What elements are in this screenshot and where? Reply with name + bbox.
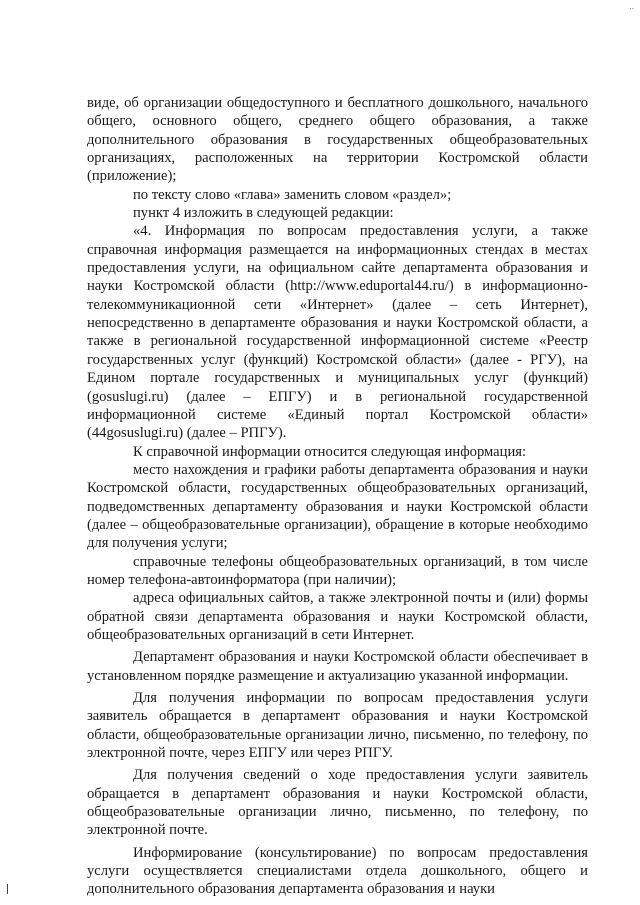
document-body — [87, 94, 588, 899]
paragraph-replace-chapter: по тексту слово «глава» заменить словом «раздел»; — [133, 186, 452, 203]
paragraph-department-provides: Департамент образования и науки Костромской области обеспечивает в установленном порядке размещение и актуализацию указанной информации. — [87, 649, 588, 684]
paragraph-consulting: Информирование (консультирование) по вопросам предоставления услуги осуществляется специалистами отдела дошкольного, общего и дополнительного образования департамента образования и науки — [87, 844, 588, 898]
paragraph-progress-info: Для получения сведений о ходе предоставления услуги заявитель обращается в департамент образования и науки Костромской области, общеобразовательные организации лично, письменно, по телефону, по электронной почте. — [87, 767, 588, 839]
page-corner-mark: .. — [629, 2, 634, 11]
paragraph-phones: справочные телефоны общеобразовательных организаций, в том числе номер телефона-автоинформатора (при наличии); — [87, 553, 588, 588]
paragraph-location-schedule: место нахождения и графики работы департамента образования и науки Костромской области, государственных общеобразовательных организаций, подведомственных департаменту образования и науки Костромской области (далее – общеобразовательные организации), обращение в которые необходимо для получения услуги; — [87, 461, 588, 552]
paragraph-obtaining-info: Для получения информации по вопросам предоставления услуги заявитель обращается в департамент образования и науки Костромской области, общеобразовательные организации лично, письменно, по телефону, по электронной почте, через ЕПГУ или через РПГУ. — [87, 690, 588, 762]
paragraph-continuation: виде, об организации общедоступного и бесплатного дошкольного, начального общего, основного общего, среднего общего образования, а также дополнительного образования в государственных общеобразовательных организациях, расположенных на территории Костромской области (приложение); — [87, 95, 588, 185]
paragraph-item-4-text: «4. Информация по вопросам предоставления услуги, а также справочная информация размещается на информационных стендах в местах предоставления услуги, на официальном сайте департамента образования и науки Костромской области (http://www.eduportal44.ru/) в информационно-телекоммуникационной сети «Интернет» (далее – сеть Интернет), непосредственно в департаменте образования и науки Костромской области, а также в региональной государственной информационной системе «Реестр государственных услуг (функций) Костромской области» (далее - РГУ), на Едином портале государственных и муниципальных услуг (функций) (gosuslugi.ru) (далее – ЕПГУ) и в региональной государственной информационной системе «Единый портал Костромской области» (44gosuslugi.ru) (далее – РПГУ). — [87, 223, 588, 442]
scan-edge-mark — [7, 884, 8, 894]
paragraph-item-4-intro: пункт 4 изложить в следующей редакции: — [133, 205, 394, 222]
paragraph-websites: адреса официальных сайтов, а также электронной почты и (или) формы обратной связи департамента образования и науки Костромской области, общеобразовательных организаций в сети Интернет. — [87, 590, 588, 643]
paragraph-reference-info: К справочной информации относится следующая информация: — [133, 443, 527, 460]
